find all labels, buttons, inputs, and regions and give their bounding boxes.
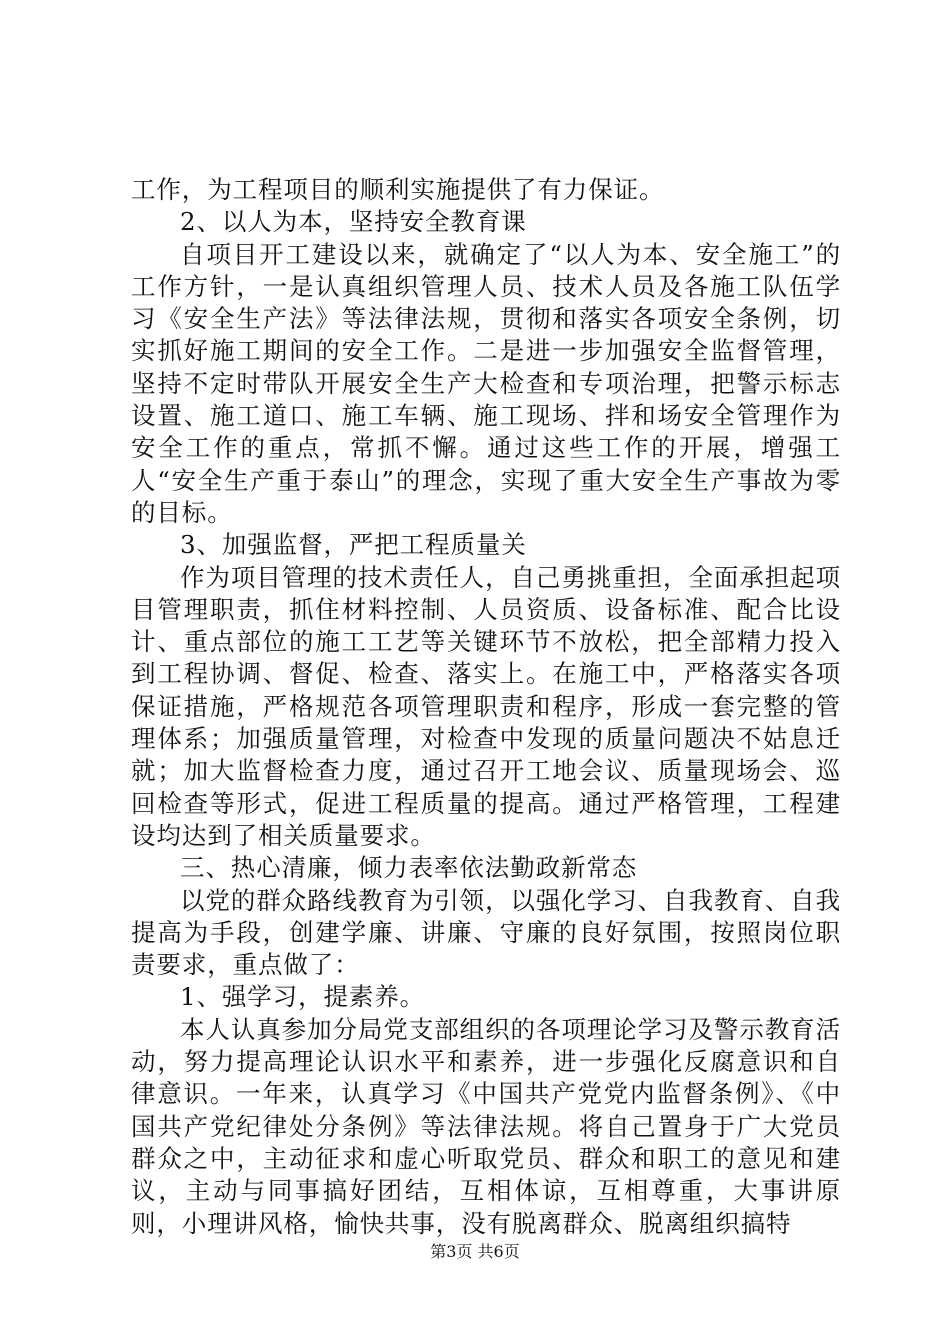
paragraph-quality: 作为项目管理的技术责任人，自己勇挑重担，全面承担起项目管理职责，抓住材料控制、人员资质、设备标准、配合比设计、重点部位的施工工艺等关键环节不放松，把全部精力投入到工程协调、督促、检查、落实上。在施工中，严格落实各项保证措施，严格规范各项管理职责和程序，形成一套完整的管理体系；加强质量管理，对检查中发现的质量问题决不姑息迁就；加大监督检查力度，通过召开工地会议、质量现场会、巡回检查等形式，促进工程质量的提高。通过严格管理，工程建设均达到了相关质量要求。 bbox=[131, 562, 841, 850]
section-heading-study: 1、强学习，提素养。 bbox=[180, 982, 426, 1012]
page-number-footer: 第3页 共6页 bbox=[430, 1242, 520, 1261]
section-heading-safety-education: 2、以人为本，坚持安全教育课 bbox=[180, 207, 527, 237]
section-heading-integrity: 三、热心清廉，倾力表率依法勤政新常态 bbox=[180, 853, 638, 883]
paragraph-continuation: 工作，为工程项目的顺利实施提供了有力保证。 bbox=[131, 175, 665, 204]
document-body bbox=[131, 174, 841, 1240]
paragraph-integrity-intro: 以党的群众路线教育为引领，以强化学习、自我教育、自我提高为手段，创建学廉、讲廉、守廉的良好氛围，按照岗位职责要求，重点做了： bbox=[131, 885, 841, 980]
section-heading-quality: 3、加强监督，严把工程质量关 bbox=[180, 530, 527, 560]
paragraph-study: 本人认真参加分局党支部组织的各项理论学习及警示教育活动，努力提高理论认识水平和素养，进一步强化反腐意识和自律意识。一年来，认真学习《中国共产党党内监督条例》、《中国共产党纪律处分条例》等法律法规。将自己置身于广大党员群众之中，主动征求和虚心听取党员、群众和职工的意见和建议，主动与同事搞好团结，互相体谅，互相尊重，大事讲原则，小理讲风格，愉快共事，没有脱离群众、脱离组织搞特 bbox=[131, 1014, 841, 1238]
paragraph-safety: 自项目开工建设以来，就确定了“以人为本、安全施工”的工作方针，一是认真组织管理人员、技术人员及各施工队伍学习《安全生产法》等法律法规，贯彻和落实各项安全条例，切实抓好施工期间的安全工作。二是进一步加强安全监督管理，坚持不定时带队开展安全生产大检查和专项治理，把警示标志设置、施工道口、施工车辆、施工现场、拌和场安全管理作为安全工作的重点，常抓不懈。通过这些工作的开展，增强工人“安全生产重于泰山”的理念，实现了重大安全生产事故为零的目标。 bbox=[131, 239, 841, 527]
